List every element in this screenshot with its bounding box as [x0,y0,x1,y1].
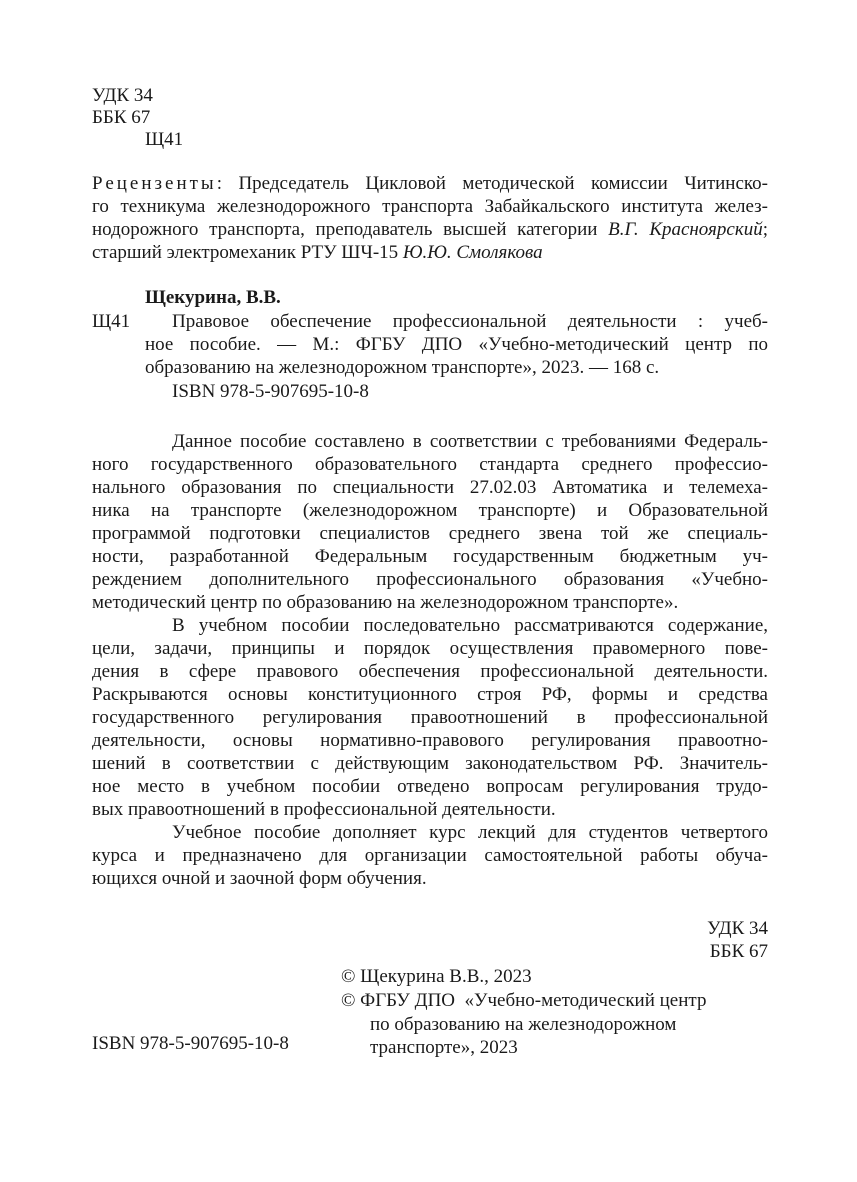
author-name: Щекурина, В.В. [145,287,281,308]
annotation-line: ного государственного образовательного стандарта среднего профессио- [92,454,768,475]
reviewers-text: нодорожного транспорта, преподаватель высшей категории [92,219,609,240]
bottom-isbn: ISBN 978-5-907695-10-8 [92,1033,289,1054]
reviewers-line [92,218,768,241]
annotation-line: Раскрываются основы конституционного строя РФ, формы и средства [92,684,768,705]
copyright-line: по образованию на железнодорожном [370,1014,677,1035]
annotation-line: программой подготовки специалистов среднего звена той же специаль- [92,523,768,544]
annotation-line: шений в соответствии с действующим законодательством РФ. Значитель- [92,753,768,774]
copyright-line: транспорте», 2023 [370,1037,518,1058]
annotation-line: курса и предназначено для организации самостоятельной работы обуча- [92,845,768,866]
author-mark: Щ41 [145,129,184,150]
annotation-line: ности, разработанной Федеральным государственным бюджетным уч- [92,546,768,567]
annotation-line: ющихся очной и заочной форм обучения. [92,868,427,889]
bib-author [145,286,281,309]
annotation-line: вых правоотношений в профессиональной деятельности. [92,799,556,820]
annotation-line: ника на транспорте (железнодорожном транспорте) и Образовательной [92,500,768,521]
reviewer-name: Ю.Ю. Смолякова [402,242,543,263]
bib-line: ное пособие. — М.: ФГБУ ДПО «Учебно-методический центр по [145,334,768,355]
reviewers-text: : Председатель Цикловой методической комиссии Читинско- [216,173,768,194]
bottom-bbk: ББК 67 [709,941,768,962]
annotation-line: государственного регулирования правоотношений в профессиональной [92,707,768,728]
reviewers-text: ; [762,219,768,240]
reviewers-line [92,172,768,195]
reviewers-line: го техникума железнодорожного транспорта Забайкальского института желез- [92,196,768,217]
annotation-line: дения в сфере правового обеспечения профессиональной деятельности. [92,661,768,682]
udk-code: УДК 34 [92,85,153,106]
annotation-line: цели, задачи, принципы и порядок осуществления правомерного пове- [92,638,768,659]
bib-line: Правовое обеспечение профессиональной деятельности : учеб- [172,311,768,332]
reviewers-text: старший электромеханик РТУ ШЧ-15 [92,242,403,263]
annotation-line: Данное пособие составлено в соответствии с требованиями Федераль- [172,431,768,452]
annotation-line: В учебном пособии последовательно рассматриваются содержание, [172,615,768,636]
annotation-line: деятельности, основы нормативно-правового регулирования правоотно- [92,730,768,751]
annotation-line: реждением дополнительного профессионального образования «Учебно- [92,569,768,590]
annotation-line: ное место в учебном пособии отведено вопросам регулирования трудо- [92,776,768,797]
bib-isbn: ISBN 978-5-907695-10-8 [172,381,369,402]
bib-mark: Щ41 [92,311,131,332]
bib-line: образованию на железнодорожном транспорте», 2023. — 168 с. [145,357,660,378]
reviewers-label: Рецензенты [92,173,217,194]
annotation-line: методический центр по образованию на железнодорожном транспорте». [92,592,679,613]
copyright-line: © ФГБУ ДПО «Учебно-методический центр [341,990,707,1011]
copyright-line: © Щекурина В.В., 2023 [341,966,532,987]
bottom-udk: УДК 34 [707,918,768,939]
reviewer-name: В.Г. Красноярский [608,219,763,240]
bbk-code: ББК 67 [92,107,151,128]
annotation-line: Учебное пособие дополняет курс лекций для студентов четвертого [172,822,768,843]
reviewers-line [92,241,543,264]
annotation-line: нального образования по специальности 27.02.03 Автоматика и телемеха- [92,477,768,498]
